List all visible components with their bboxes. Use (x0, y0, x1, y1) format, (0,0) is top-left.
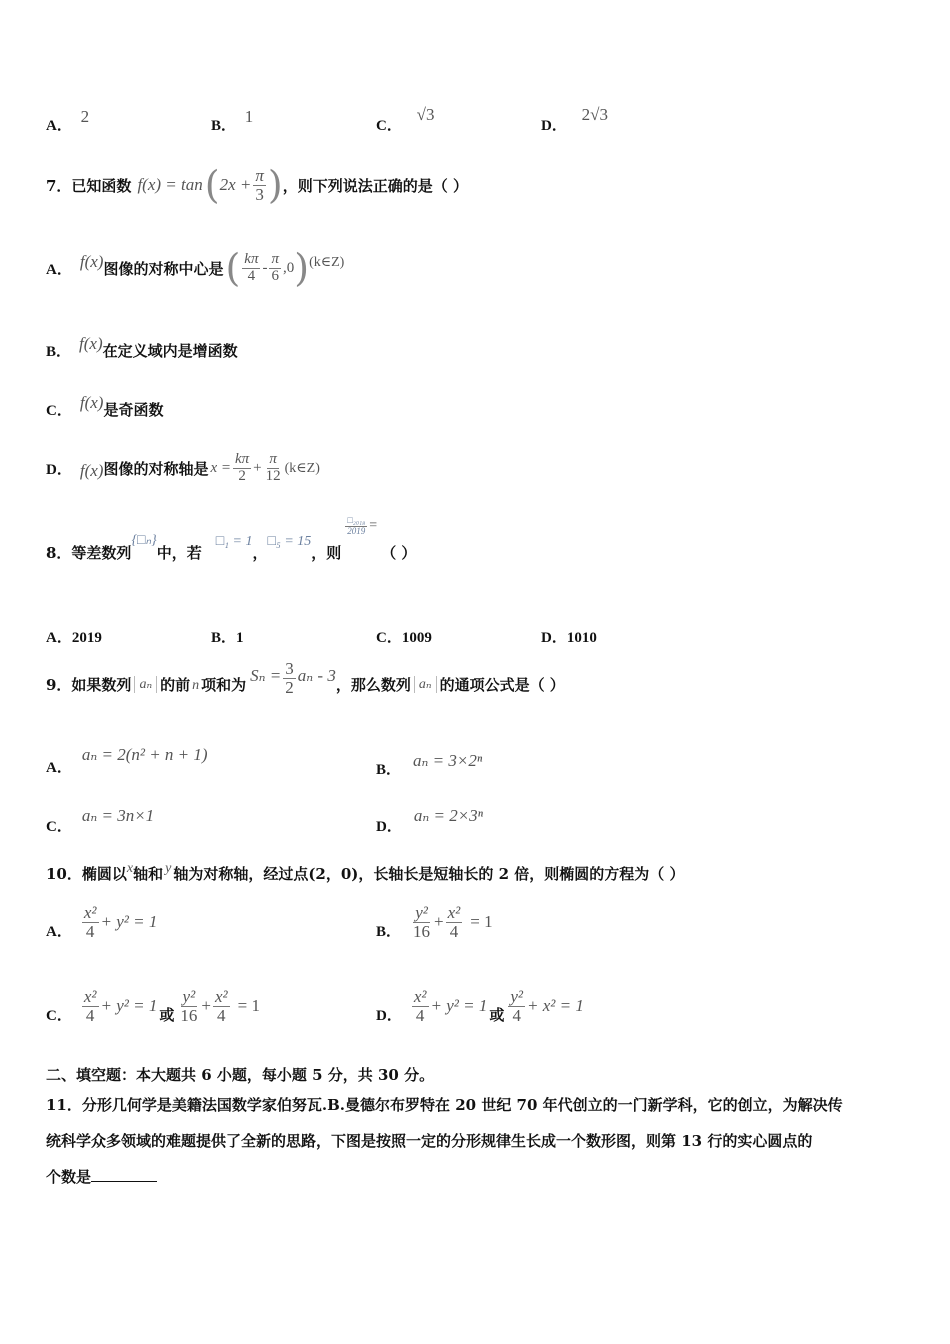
fraction (269, 252, 281, 285)
formula-rest: = 1 (237, 996, 260, 1015)
option-text: 图像的对称轴是 (103, 459, 209, 478)
q9-prefix: 9．如果数列 (46, 675, 132, 694)
condition: (k∈Z) (284, 460, 320, 476)
option-label: B． (46, 343, 72, 360)
fraction-numerator: kπ (244, 250, 259, 267)
q8-comma: ， (252, 543, 268, 562)
q8-prefix: 8．等差数列 (46, 543, 132, 562)
q9-option-d[interactable] (376, 805, 484, 835)
fraction (446, 904, 463, 941)
paren-left: ( (204, 163, 220, 207)
fraction-denominator: 4 (415, 1005, 425, 1025)
q9-option-c[interactable] (46, 805, 155, 835)
q6-option-d[interactable] (541, 105, 608, 135)
fraction-numerator: x² (83, 986, 97, 1006)
q9-text: ，那么数列 (335, 675, 411, 694)
fraction-denominator: 16 (180, 1005, 198, 1025)
option-label: B． (211, 118, 237, 134)
fraction-numerator: x² (83, 902, 97, 922)
q9-option-a[interactable] (46, 744, 208, 776)
q8-option-c[interactable] (376, 626, 432, 647)
fraction-denominator: 4 (512, 1005, 521, 1025)
option-label: A． (46, 261, 72, 278)
fraction-denominator: 4 (449, 921, 459, 941)
fraction (283, 660, 296, 697)
option-label: C． (46, 1007, 72, 1024)
paren-left: ( (225, 246, 241, 290)
fraction-numerator: y² (182, 986, 196, 1006)
fraction (412, 988, 429, 1025)
option-label: D． (376, 1007, 402, 1024)
condition: (k∈Z) (309, 254, 345, 270)
paren-right: ) (267, 163, 283, 207)
option-label: A． (46, 118, 72, 134)
fraction-denominator: 16 (413, 921, 431, 941)
fraction-numerator: π (255, 165, 264, 185)
fraction (411, 904, 432, 941)
option-label: A． (46, 923, 72, 940)
q10-stem (46, 858, 685, 888)
sequence-an: aₙ (134, 676, 157, 693)
formula-rest: = 1 (470, 912, 493, 931)
q10-text: 轴和 (133, 864, 164, 883)
var-x: x (126, 861, 134, 876)
option-text: 是奇函数 (103, 400, 164, 419)
fraction-denominator: 3 (255, 184, 264, 204)
paren-right: ) (294, 246, 310, 290)
option-label: C． (376, 630, 402, 646)
x-equals: x = (210, 459, 231, 476)
equals-sign: = (369, 518, 378, 533)
option-value: 2√3 (581, 105, 608, 124)
fraction-denominator: 6 (271, 267, 279, 284)
q9-text: 的通项公式是（ ） (439, 675, 565, 694)
fraction-numerator: x² (413, 986, 427, 1006)
sequence-an: aₙ (414, 676, 437, 693)
q6-option-a[interactable] (46, 107, 90, 135)
fraction-numerator: x² (214, 986, 228, 1006)
q7-option-d[interactable] (46, 444, 320, 492)
q8-ratio (343, 516, 377, 536)
fx: f(x) (79, 334, 103, 353)
q11-line-2: 统科学众多领域的难题提供了全新的思路，下图是按照一定的分形规律生长成一个数形图，则第 13 行的实心圆点的 (46, 1132, 813, 1150)
formula-rest: + y² = 1 (430, 996, 488, 1015)
option-formula: aₙ = 3n×1 (81, 805, 155, 825)
fraction-numerator: 3 (285, 658, 294, 678)
fraction (82, 988, 99, 1025)
answer-paren: （ ） (381, 543, 417, 562)
option-formula: aₙ = 2×3ⁿ (413, 805, 484, 825)
q7-option-a[interactable] (46, 244, 344, 292)
fx: f(x) (79, 461, 104, 480)
q9-text: 的前 (160, 675, 191, 694)
q8-a5: □₅ = 15 (267, 534, 312, 549)
option-label: A． (46, 630, 72, 646)
q10-option-a[interactable] (46, 898, 157, 946)
fraction-denominator: 2 (285, 677, 294, 697)
fraction-denominator: 2 (238, 467, 246, 484)
option-label: D． (46, 461, 72, 478)
option-value: 1010 (566, 630, 597, 646)
q9-stem (46, 658, 565, 710)
answer-blank[interactable] (91, 1167, 157, 1182)
q8-then: ，则 (311, 543, 342, 562)
plus-sign: + (253, 459, 262, 476)
fx: f(x) (79, 252, 104, 271)
q8-option-d[interactable] (541, 626, 597, 647)
option-label: B． (376, 762, 402, 778)
an-minus-3: aₙ - 3 (297, 666, 336, 685)
var-y: y (165, 861, 172, 876)
option-value: 2019 (71, 630, 102, 646)
option-label: A． (46, 760, 72, 776)
option-label: C． (376, 118, 402, 134)
option-label: B． (211, 630, 237, 646)
point-tail: ,0 (282, 259, 295, 276)
fraction-denominator: 4 (217, 1005, 226, 1025)
q7-option-c[interactable] (46, 389, 163, 429)
option-value: 1009 (401, 630, 432, 646)
option-value: 2 (80, 107, 90, 126)
q10-option-b[interactable] (376, 898, 493, 946)
fraction-numerator: π (271, 250, 279, 267)
option-value: 1 (236, 630, 244, 646)
fraction-denominator: 12 (265, 467, 281, 484)
q8-option-a[interactable] (46, 626, 102, 647)
q7-prefix: 7．已知函数 (46, 176, 132, 195)
option-formula: aₙ = 3×2ⁿ (413, 750, 483, 770)
q6-option-b[interactable] (211, 107, 254, 135)
q9-text: 项和为 (201, 675, 247, 694)
fraction-denominator: 2019 (347, 525, 366, 536)
q8-mid: 中，若 (156, 543, 202, 562)
option-formula: aₙ = 2(n² + n + 1) (81, 744, 208, 764)
q9-option-b[interactable] (376, 750, 483, 778)
fraction-denominator: 4 (85, 1005, 95, 1025)
q8-option-b[interactable] (211, 626, 244, 647)
option-text: 图像的对称中心是 (103, 259, 224, 278)
option-text: 在定义域内是增函数 (102, 341, 238, 360)
fraction (508, 988, 525, 1025)
option-label: D． (376, 819, 402, 835)
option-label: C． (46, 819, 72, 835)
option-value: √3 (416, 105, 435, 124)
or-text: 或 (159, 1005, 175, 1024)
option-label: D． (541, 630, 567, 646)
q10-option-d[interactable] (376, 982, 584, 1030)
section-2-title: 二、填空题：本大题共 6 小题，每小题 5 分，共 30 分。 (46, 1066, 435, 1084)
q7-suffix: ，则下列说法正确的是（ ） (282, 176, 468, 195)
fraction-numerator: y² (415, 902, 428, 922)
fraction-denominator: 4 (247, 267, 256, 284)
fraction-numerator: y² (510, 986, 524, 1006)
plus-sign: + (434, 912, 444, 931)
q11-line-3 (46, 1166, 157, 1187)
option-label: C． (46, 402, 72, 419)
q11-line-1: 11．分形几何学是美籍法国数学家伯努瓦.B.曼德尔布罗特在 20 世纪 70 年代创立的一门新学科，它的创立，为解决传 (46, 1096, 843, 1114)
fraction (178, 988, 199, 1025)
fx: f(x) (79, 393, 104, 412)
q8-a1: □₁ = 1 (215, 534, 253, 549)
q6-option-c[interactable] (376, 105, 435, 135)
q10-option-c[interactable] (46, 982, 260, 1030)
var-n: n (192, 678, 200, 693)
option-label: D． (541, 118, 567, 134)
fraction-numerator: □₂₀₁₈ (347, 515, 366, 526)
q10-prefix: 10．椭圆以 (46, 864, 127, 883)
or-text: 或 (489, 1005, 505, 1024)
q11-line-3-text: 个数是 (46, 1168, 92, 1186)
fraction (264, 452, 283, 485)
formula-rest: + y² = 1 (100, 912, 158, 931)
fraction (242, 252, 260, 285)
fraction (233, 452, 251, 485)
fraction-denominator: 4 (85, 921, 95, 941)
q7-option-b[interactable] (46, 330, 238, 370)
option-value: 1 (244, 107, 254, 126)
minus-sign: - (262, 259, 268, 276)
fraction-numerator: π (269, 450, 277, 467)
fraction (82, 904, 99, 941)
fraction-numerator: kπ (234, 450, 250, 467)
fraction (213, 988, 230, 1025)
option-label: B． (376, 923, 402, 940)
fraction (345, 516, 367, 536)
q7-arg: 2x + (219, 175, 252, 194)
formula-rest: + x² = 1 (527, 996, 584, 1015)
q10-text: 轴为对称轴，经过点(2，0)，长轴长是短轴长的 2 倍，则椭圆的方程为（ ） (173, 864, 685, 883)
fraction-numerator: x² (447, 902, 461, 922)
plus-sign: + (201, 996, 211, 1015)
q7-func: f(x) = tan (137, 175, 203, 194)
q8-stem (46, 512, 416, 572)
q7-stem (46, 162, 468, 208)
q8-sequence: {□ₙ} (131, 532, 157, 548)
q7-fraction (253, 167, 266, 204)
sum-sn: Sₙ = (250, 666, 282, 685)
formula-rest: + y² = 1 (100, 996, 158, 1015)
